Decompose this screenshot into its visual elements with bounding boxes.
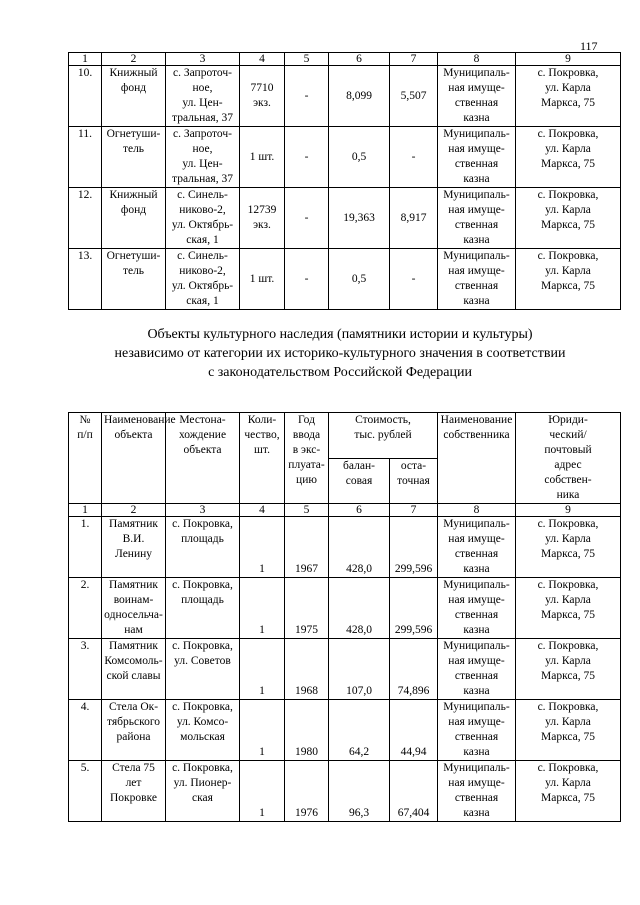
item-owner-line: Муниципаль- [443,250,510,262]
item-qty [240,761,285,822]
item-balance [329,66,390,127]
item-name [102,761,166,822]
header-year: Год ввода в экс- плуата- цию [285,413,329,504]
item-address-line: Маркса, 75 [541,792,595,804]
item-residual-line: 44,94 [400,746,427,758]
item-balance-line: 107,0 [346,685,372,697]
item-location [166,700,240,761]
item-location [166,578,240,639]
item-year [285,639,329,700]
item-year [285,761,329,822]
item-location-line: ул. Цен- [182,158,223,170]
item-owner-line: ная имуще- [448,204,505,216]
item-address-line: ул. Карла [545,82,591,94]
item-owner-line: казна [463,173,490,185]
item-balance [329,249,390,310]
item-location-line: с. Покровка, [172,518,233,530]
item-residual-line: 299,596 [394,563,433,575]
item-name-line: Покровке [110,792,157,804]
item-address-line: ул. Карла [545,143,591,155]
item-owner-line: казна [463,624,490,636]
item-address-line: с. Покровка, [537,640,599,652]
item-address [516,761,621,822]
item-location-line: ул. Советов [174,655,231,667]
item-owner [438,249,516,310]
table-row [69,517,621,578]
item-name [102,700,166,761]
column-number: 5 [285,504,329,517]
item-owner-line: ственная [454,548,499,560]
item-year [285,578,329,639]
item-location [166,249,240,310]
item-name-line: Памятник [109,579,158,591]
item-owner-line: казна [463,112,490,124]
item-location-line: ская, 1 [186,234,219,246]
table-row [69,66,621,127]
item-owner-line: ная имуще- [448,777,505,789]
table-row [69,639,621,700]
item-residual-line: 5,507 [400,89,427,102]
item-address-line: Маркса, 75 [541,219,595,231]
item-year-line: - [304,272,309,285]
item-address [516,66,621,127]
row-number [69,66,102,127]
row-number-line: 3. [80,640,90,652]
item-name-line: Огнетуши- [106,250,161,262]
table-row [69,700,621,761]
item-location-line: с. Покровка, [172,579,233,591]
item-year [285,66,329,127]
item-address-line: с. Покровка, [537,579,599,591]
item-residual [390,188,438,249]
table-row [69,188,621,249]
item-qty [240,578,285,639]
header-balance: балан- совая [329,458,390,504]
row-number-line: 10. [77,67,93,79]
item-owner-line: казна [463,746,490,758]
item-residual [390,700,438,761]
item-balance [329,578,390,639]
item-residual-line: 8,917 [400,211,427,224]
item-residual [390,517,438,578]
row-number [69,700,102,761]
item-address-line: ул. Карла [545,716,591,728]
item-owner [438,700,516,761]
item-balance-line: 428,0 [346,624,372,636]
item-location-line: ская [192,792,213,804]
row-number-line: 13. [77,250,93,262]
item-location-line: ул. Пионер- [173,777,232,789]
item-owner-line: казна [463,563,490,575]
item-location-line: тральная, 37 [172,173,233,185]
item-address-line: с. Покровка, [537,701,599,713]
item-residual-line: 299,596 [394,624,433,636]
item-balance-line: 19,363 [343,211,375,224]
item-address [516,127,621,188]
item-location [166,761,240,822]
item-residual [390,761,438,822]
item-location-line: ул. Цен- [182,97,223,109]
item-year-line: 1975 [295,624,318,636]
header-cost: Стоимость, тыс. рублей [329,413,438,459]
item-qty-line: экз. [253,97,271,109]
column-number: 4 [240,504,285,517]
item-owner-line: Муниципаль- [443,128,510,140]
item-name [102,66,166,127]
item-address-line: Маркса, 75 [541,280,595,292]
row-number-line: 2. [80,579,90,591]
item-name-line: В.И. Ленину [114,533,153,560]
item-balance [329,188,390,249]
row-number-line: 12. [77,189,93,201]
header-location: Местона- хождение объекта [166,413,240,504]
item-name-line: Памятник [109,518,158,530]
item-year [285,127,329,188]
item-owner-line: казна [463,685,490,697]
item-address-line: ул. Карла [545,265,591,277]
item-name-line: воинам- [113,594,154,606]
item-year [285,188,329,249]
item-address [516,249,621,310]
item-qty-line: 1 [259,746,265,758]
item-name-line: тель [122,265,145,277]
item-name [102,639,166,700]
item-location-line: ное, [192,143,213,155]
item-location-line: ул. Комсо- [176,716,229,728]
row-number [69,761,102,822]
item-location-line: с. Покровка, [172,762,233,774]
item-location-line: ное, [192,82,213,94]
item-owner-line: ственная [454,731,499,743]
row-number [69,578,102,639]
item-balance [329,639,390,700]
item-owner [438,188,516,249]
item-owner-line: казна [463,234,490,246]
item-owner-line: казна [463,807,490,819]
item-name [102,578,166,639]
item-residual-line: 67,404 [397,807,430,819]
item-qty [240,249,285,310]
header-owner: Наименование собственника [438,413,516,504]
item-address-line: Маркса, 75 [541,609,595,621]
heading-line: независимо от категории их историко-культурного значения в соответствии [114,346,566,361]
item-address-line: ул. Карла [545,204,591,216]
item-name [102,127,166,188]
item-owner-line: ственная [454,97,499,109]
section-heading [60,325,620,382]
item-owner [438,761,516,822]
row-number [69,639,102,700]
item-address [516,188,621,249]
item-name-line: Книжный [109,67,158,79]
item-owner-line: казна [463,295,490,307]
item-owner-line: Муниципаль- [443,67,510,79]
item-year [285,249,329,310]
item-name-line: Памятник [109,640,158,652]
item-location-line: с. Запроточ- [172,128,232,140]
item-qty-line: 1 [259,624,265,636]
row-number [69,517,102,578]
item-owner [438,127,516,188]
item-residual-line: - [411,150,416,163]
item-residual [390,66,438,127]
item-name-line: Огнетуши- [106,128,161,140]
item-balance-line: 96,3 [348,807,370,819]
column-number: 1 [69,504,102,517]
item-owner-line: Муниципаль- [443,640,510,652]
column-number-row [69,504,621,517]
item-location-line: с. Запроточ- [172,67,232,79]
item-year [285,517,329,578]
item-qty-line: 1 шт. [249,150,275,163]
item-location-line: с. Синель- [177,250,228,262]
item-location-line: с. Покровка, [172,640,233,652]
header-address: Юриди- ческий/ почтовый адрес собствен- ника [516,413,621,504]
column-number: 7 [390,53,438,66]
item-location-line: тральная, 37 [172,112,233,124]
column-number: 2 [102,504,166,517]
item-qty-line: 1 [259,807,265,819]
row-number-line: 1. [80,518,90,530]
item-location-line: с. Синель- [177,189,228,201]
item-name-line: Стела 75 лет [112,762,155,789]
heading-line: с законодательством Российской Федерации [208,365,472,380]
item-balance [329,761,390,822]
column-number: 8 [438,504,516,517]
item-residual [390,639,438,700]
item-address-line: Маркса, 75 [541,158,595,170]
item-address-line: с. Покровка, [537,762,599,774]
item-location-line: площадь [181,594,224,606]
item-qty [240,639,285,700]
item-qty [240,700,285,761]
item-owner [438,66,516,127]
item-name-line: Комсомоль- [104,655,163,667]
item-owner-line: ная имуще- [448,533,505,545]
item-name [102,188,166,249]
item-balance-line: 0,5 [351,150,367,163]
item-year-line: - [304,89,309,102]
item-name-line: фонд [120,204,147,216]
item-qty [240,66,285,127]
item-location-line: никово-2, [179,204,226,216]
item-name-line: тябрьского [106,716,161,728]
column-number: 5 [285,53,329,66]
item-balance [329,127,390,188]
item-location-line: площадь [181,533,224,545]
item-name [102,517,166,578]
item-qty-line: 1 [259,685,265,697]
item-address-line: с. Покровка, [537,67,599,79]
item-address-line: ул. Карла [545,594,591,606]
item-owner-line: Муниципаль- [443,518,510,530]
header-row [69,413,621,459]
item-qty [240,188,285,249]
table-row [69,761,621,822]
item-address-line: Маркса, 75 [541,670,595,682]
column-number: 4 [240,53,285,66]
item-address [516,700,621,761]
row-number-line: 11. [78,128,92,140]
item-balance [329,700,390,761]
item-owner-line: Муниципаль- [443,579,510,591]
item-location [166,188,240,249]
column-number: 7 [390,504,438,517]
item-year-line: - [304,211,309,224]
row-number-line: 4. [80,701,90,713]
item-location [166,639,240,700]
item-location-line: мольская [180,731,225,743]
item-qty-line: 7710 [250,82,274,94]
item-location-line: ул. Октябрь- [171,219,234,231]
item-address-line: с. Покровка, [537,189,599,201]
item-residual [390,249,438,310]
item-qty-line: 12739 [247,204,277,216]
item-name-line: нам [124,624,143,636]
item-qty-line: 1 шт. [249,272,275,285]
item-location-line: ская, 1 [186,295,219,307]
item-balance [329,517,390,578]
item-address [516,639,621,700]
item-residual-line: 74,896 [397,685,430,697]
item-location-line: ул. Октябрь- [171,280,234,292]
item-qty [240,517,285,578]
table-row [69,127,621,188]
column-number: 1 [69,53,102,66]
item-name-line: района [116,731,151,743]
item-name-line: односельча- [104,609,163,621]
item-name-line: ской славы [106,670,161,682]
item-owner-line: ная имуще- [448,82,505,94]
item-address-line: с. Покровка, [537,518,599,530]
page-number: 117 [580,39,598,53]
item-location [166,127,240,188]
item-owner-line: ственная [454,670,499,682]
column-number: 8 [438,53,516,66]
row-number [69,249,102,310]
header-residual: оста- точная [390,458,438,504]
item-year-line: 1968 [295,685,318,697]
item-qty-line: экз. [253,219,271,231]
item-year-line: 1967 [295,563,318,575]
item-address-line: ул. Карла [545,533,591,545]
item-name [102,249,166,310]
item-location [166,517,240,578]
item-owner-line: Муниципаль- [443,189,510,201]
item-residual [390,127,438,188]
heading-line: Объекты культурного наследия (памятники истории и культуры) [147,327,533,342]
table-row [69,578,621,639]
column-number-row [69,53,621,66]
item-year [285,700,329,761]
property-table-continued [68,52,621,310]
item-balance-line: 428,0 [346,563,372,575]
column-number: 9 [516,53,621,66]
item-owner-line: ственная [454,792,499,804]
item-address [516,578,621,639]
table-row [69,249,621,310]
item-name-line: Стела Ок- [108,701,159,713]
item-owner-line: ная имуще- [448,265,505,277]
item-location-line: никово-2, [179,265,226,277]
item-owner-line: ственная [454,609,499,621]
header-name: Наименование объекта [102,413,166,504]
item-residual-line: - [411,272,416,285]
item-owner [438,517,516,578]
item-owner-line: Муниципаль- [443,762,510,774]
row-number [69,127,102,188]
item-owner [438,578,516,639]
item-location [166,66,240,127]
item-owner-line: ная имуще- [448,594,505,606]
item-balance-line: 0,5 [351,272,367,285]
item-location-line: с. Покровка, [172,701,233,713]
column-number: 6 [329,504,390,517]
item-name-line: фонд [120,82,147,94]
item-address [516,517,621,578]
item-owner-line: ственная [454,280,499,292]
cultural-heritage-table [68,412,621,822]
item-address-line: Маркса, 75 [541,97,595,109]
item-name-line: Книжный [109,189,158,201]
item-address-line: Маркса, 75 [541,731,595,743]
item-owner-line: Муниципаль- [443,701,510,713]
row-number [69,188,102,249]
column-number: 2 [102,53,166,66]
column-number: 9 [516,504,621,517]
item-owner [438,639,516,700]
item-owner-line: ная имуще- [448,655,505,667]
column-number: 6 [329,53,390,66]
item-year-line: 1980 [295,746,318,758]
row-number-line: 5. [80,762,90,774]
item-qty [240,127,285,188]
column-number: 3 [166,53,240,66]
item-address-line: с. Покровка, [537,250,599,262]
item-owner-line: ная имуще- [448,716,505,728]
item-name-line: тель [122,143,145,155]
item-qty-line: 1 [259,563,265,575]
column-number: 3 [166,504,240,517]
item-address-line: ул. Карла [545,655,591,667]
item-owner-line: ственная [454,219,499,231]
item-balance-line: 8,099 [346,89,372,102]
item-residual [390,578,438,639]
item-year-line: 1976 [295,807,318,819]
item-address-line: с. Покровка, [537,128,599,140]
item-address-line: Маркса, 75 [541,548,595,560]
item-owner-line: ная имуще- [448,143,505,155]
item-year-line: - [304,150,309,163]
item-address-line: ул. Карла [545,777,591,789]
item-owner-line: ственная [454,158,499,170]
item-balance-line: 64,2 [348,746,370,758]
header-num: № п/п [69,413,102,504]
header-qty: Коли- чество, шт. [240,413,285,504]
